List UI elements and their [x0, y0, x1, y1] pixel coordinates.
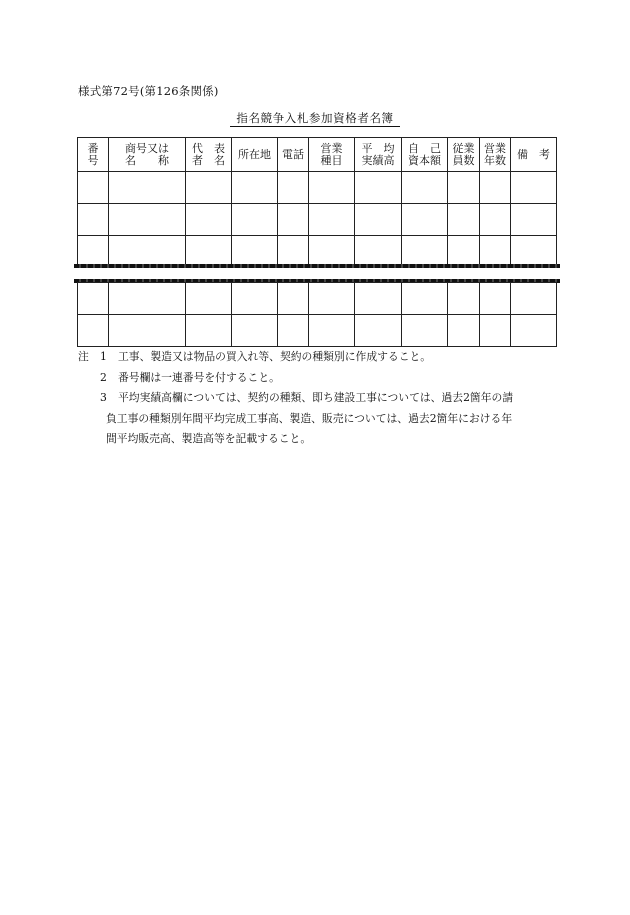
registry-table-top: [77, 137, 557, 268]
table-row: [78, 172, 557, 204]
table-row: [78, 283, 557, 315]
note-text: 番号欄は一連番号を付すること。: [118, 370, 280, 384]
form-number: 様式第72号(第126条関係): [78, 84, 219, 98]
col-header-business-type: 営業 種目: [309, 138, 355, 172]
note-text: 負工事の種類別年間平均完成工事高、製造、販売については、過去2箇年における年: [106, 411, 513, 425]
table-break-line: [74, 264, 560, 268]
note-item: [78, 368, 556, 389]
note-item: [78, 347, 556, 368]
note-number: 1: [100, 350, 107, 363]
col-header-trade-name: 商号又は 名 称: [109, 138, 186, 172]
notes-lead: 注: [78, 350, 89, 363]
note-number: 2: [100, 370, 107, 384]
col-header-average-results: 平 均 実績高: [355, 138, 402, 172]
note-text: 工事、製造又は物品の買入れ等、契約の種類別に作成すること。: [118, 350, 432, 363]
col-header-employees: 従業 員数: [448, 138, 480, 172]
note-number: 3: [100, 391, 107, 404]
table-row: [78, 204, 557, 236]
table-row: [78, 315, 557, 347]
page-title: [0, 110, 630, 126]
registry-table-bottom: [77, 282, 557, 347]
col-header-remarks: 備 考: [511, 138, 557, 172]
note-item: [78, 388, 556, 409]
col-header-representative: 代 表 者 名: [186, 138, 232, 172]
col-header-number: 番 号: [78, 138, 109, 172]
col-header-equity-capital: 自 己 資本額: [402, 138, 448, 172]
col-header-address: 所在地: [232, 138, 278, 172]
table-row: [78, 236, 557, 268]
col-header-years-in-business: 営業 年数: [480, 138, 511, 172]
col-header-phone: 電話: [278, 138, 309, 172]
header-row: [78, 138, 557, 172]
page-title-text: 指名競争入札参加資格者名簿: [230, 111, 399, 127]
notes: [78, 347, 556, 450]
note-text: 平均実績高欄については、契約の種類、即ち建設工事については、過去2箇年の請: [118, 391, 514, 404]
note-text: 間平均販売高、製造高等を記載すること。: [106, 432, 312, 445]
note-continuation: [78, 409, 556, 450]
